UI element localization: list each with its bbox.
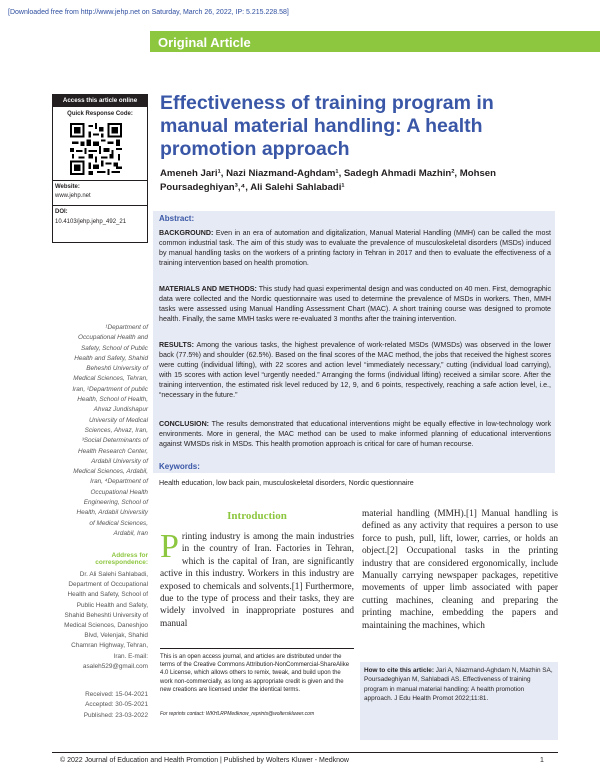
license-box [160, 648, 354, 706]
drop-cap: P [160, 531, 179, 565]
cite-label: How to cite this article: [364, 667, 434, 674]
keywords-label: Keywords: [159, 462, 200, 471]
abstract-conclusion [159, 419, 551, 449]
license-text: This is an open access journal, and articles are distributed under the terms of the Creative Commons Attribution-NonCommercial-ShareAlike 4.0 License, which allows others to remix, tweak, and build upon the work non-commercially, as long as appropriate credit is given and the new creations are licensed under the identical terms. [160, 654, 350, 693]
article-dates [60, 690, 148, 721]
website-link[interactable]: www.jehp.net [55, 193, 91, 199]
introduction-column-2: material handling (MMH).[1] Manual handling is defined as any activity that requires a person to use force to push, pull, lift, lower, carries, or holds an object.[2] Occupational tasks in the printing industry that are considered ergonomically, include Manually carrying newspaper packages, repetitive movements of upper limb associated with paper cutting machines, cleaning and preparing the printing machine, embedding the papers and maintaining the machines, which [362, 509, 558, 631]
access-box-divider [52, 180, 148, 181]
cite-text [364, 666, 554, 703]
article-title: Effectiveness of training program in manual material handling: A health promotion approach [160, 92, 494, 160]
qr-label: Quick Response Code: [67, 111, 133, 117]
correspondence-text: Dr. Ali Salehi Sahlabadi, Department of Occupational Health and Safety, School of Public Health and Safety, Shahid Beheshti University of Medical Sciences, Daneshjoo Blvd, Velenjak, Shahid Chamran Highway, Tehran, Iran. E-mail: asaleh529@gmail.com [64, 571, 148, 670]
access-box-header: Access this article online [52, 94, 148, 107]
introduction-heading: Introduction [227, 510, 287, 522]
background-label: BACKGROUND: [159, 229, 214, 237]
qr-code-icon[interactable] [70, 123, 122, 175]
conclusion-label: CONCLUSION: [159, 420, 210, 428]
background-text: Even in an era of automation and digitalization, Manual Material Handling (MMH) can be called the most common industrial task. The aim of this study was to evaluate the prevalence of musculoskeletal disorders (MSDs) induced by manual handling tasks on the workers of a printing factory in Tehran in 2017 and then to evaluate the effectiveness of a training intervention based on health promotion. [159, 229, 551, 267]
author-list: Ameneh Jari¹, Nazi Niazmand-Aghdam¹, Sadegh Ahmadi Mazhin², Mohsen Poursadeghiyan³,⁴, Ali Salehi Sahlabadi¹ [160, 168, 496, 193]
introduction-column-1 [160, 531, 354, 646]
website-label: Website: [55, 184, 80, 190]
article-type: Original Article [158, 35, 251, 50]
conclusion-text: The results demonstrated that educational interventions might be equally effective in low-technology work environments. More in general, the MAC method can be used to make informed planning of educational interventions against WMSDs risk in MSDs. This health promotion approach is critical for care of human recourse. [159, 420, 551, 448]
affiliations: ¹Department of Occupational Health and Safety, School of Public Health and Safety, Shahid Beheshti University of Medical Sciences, Tehran, Iran, ²Department of public Health, School of Health, Ahvaz Jundishapur University of Medical Sciences, Ahvaz, Iran, ³Social Determinants of Health Research Center, Ardabil University of Medical Sciences, Ardabil, Iran, ⁴Department of Occupational Health Engineering, School of Health, Ardabil University of Medical Sciences, Ardabil, Iran [72, 324, 148, 537]
page-number: 1 [540, 757, 544, 764]
correspondence-label: Address for correspondence: [95, 552, 148, 566]
received-date: Received: 15-04-2021 [85, 691, 148, 698]
methods-label: MATERIALS AND METHODS: [159, 285, 257, 293]
cite-body: Jari A, Niazmand-Aghdam N, Mazhin SA, Poursadeghiyan M, Sahlabadi AS. Effectiveness of training program in manual material handling: A health promotion approach. J Edu Health Promot 2022;11:81. [364, 667, 553, 702]
abstract-background [159, 228, 551, 268]
access-box-divider [52, 205, 148, 206]
keywords-text: Health education, low back pain, musculoskeletal disorders, Nordic questionnaire [159, 479, 414, 487]
introduction-text-1: rinting industry is among the main industries in the country of Iran. Factories in Tehran, which is the capital of Iran, are significantly active in this industry. Workers in this industry are exposed to chemicals and solvents.[1] Furthermore, due to the type of process and their tasks, they are widely involved in inappropriate postures and manual [160, 532, 354, 629]
doi-link[interactable]: 10.4103/jehp.jehp_492_21 [55, 219, 127, 225]
reprints-contact: For reprints contact: WKHLRPMedknow_reprints@wolterskluwer.com [160, 711, 315, 717]
methods-text: This study had quasi experimental design and was conducted on 40 men. First, demographic data were collected and the Nordic questionnaire was used to determine the prevalence of MSDs in workers. Then, MMH tasks were assessed using Manual Handling Assessment Chart (MAC). A short training course was designed to promote health. Finally, the same MMH tasks were re-evaluated 3 months after the training intervention. [159, 285, 551, 323]
abstract-methods [159, 284, 551, 324]
results-label: RESULTS: [159, 341, 194, 349]
footer-rule [52, 752, 558, 753]
footer-text: © 2022 Journal of Education and Health Promotion | Published by Wolters Kluwer - Medknow [60, 757, 349, 764]
results-text: Among the various tasks, the highest prevalence of work-related MSDs (WMSDs) was observed in the lower back (77.5%) and shoulder (62.5%). Based on the final scores of the MAC method, the jobs that received the highest scores were cutting (individual lifting), with 22 scores and action level “immediately necessary,” cutting (individual load carrying), with 15 scores with action level “urgently needed.” Arranging the forms (individual lifting) received a similar score. After the training intervention, the estimated risk level reduced by 12, 9, and 6 points, respectively, reaching a safe action level, i.e., “necessary in the future.” [159, 341, 551, 399]
abstract-label: Abstract: [159, 214, 195, 223]
download-note: [Downloaded free from http://www.jehp.net on Saturday, March 26, 2022, IP: 5.215.228.58] [8, 9, 289, 16]
published-date: Published: 23-03-2022 [83, 711, 148, 719]
accepted-date: Accepted: 30-05-2021 [85, 701, 148, 709]
doi-label: DOI: [55, 209, 68, 215]
abstract-results [159, 340, 551, 400]
